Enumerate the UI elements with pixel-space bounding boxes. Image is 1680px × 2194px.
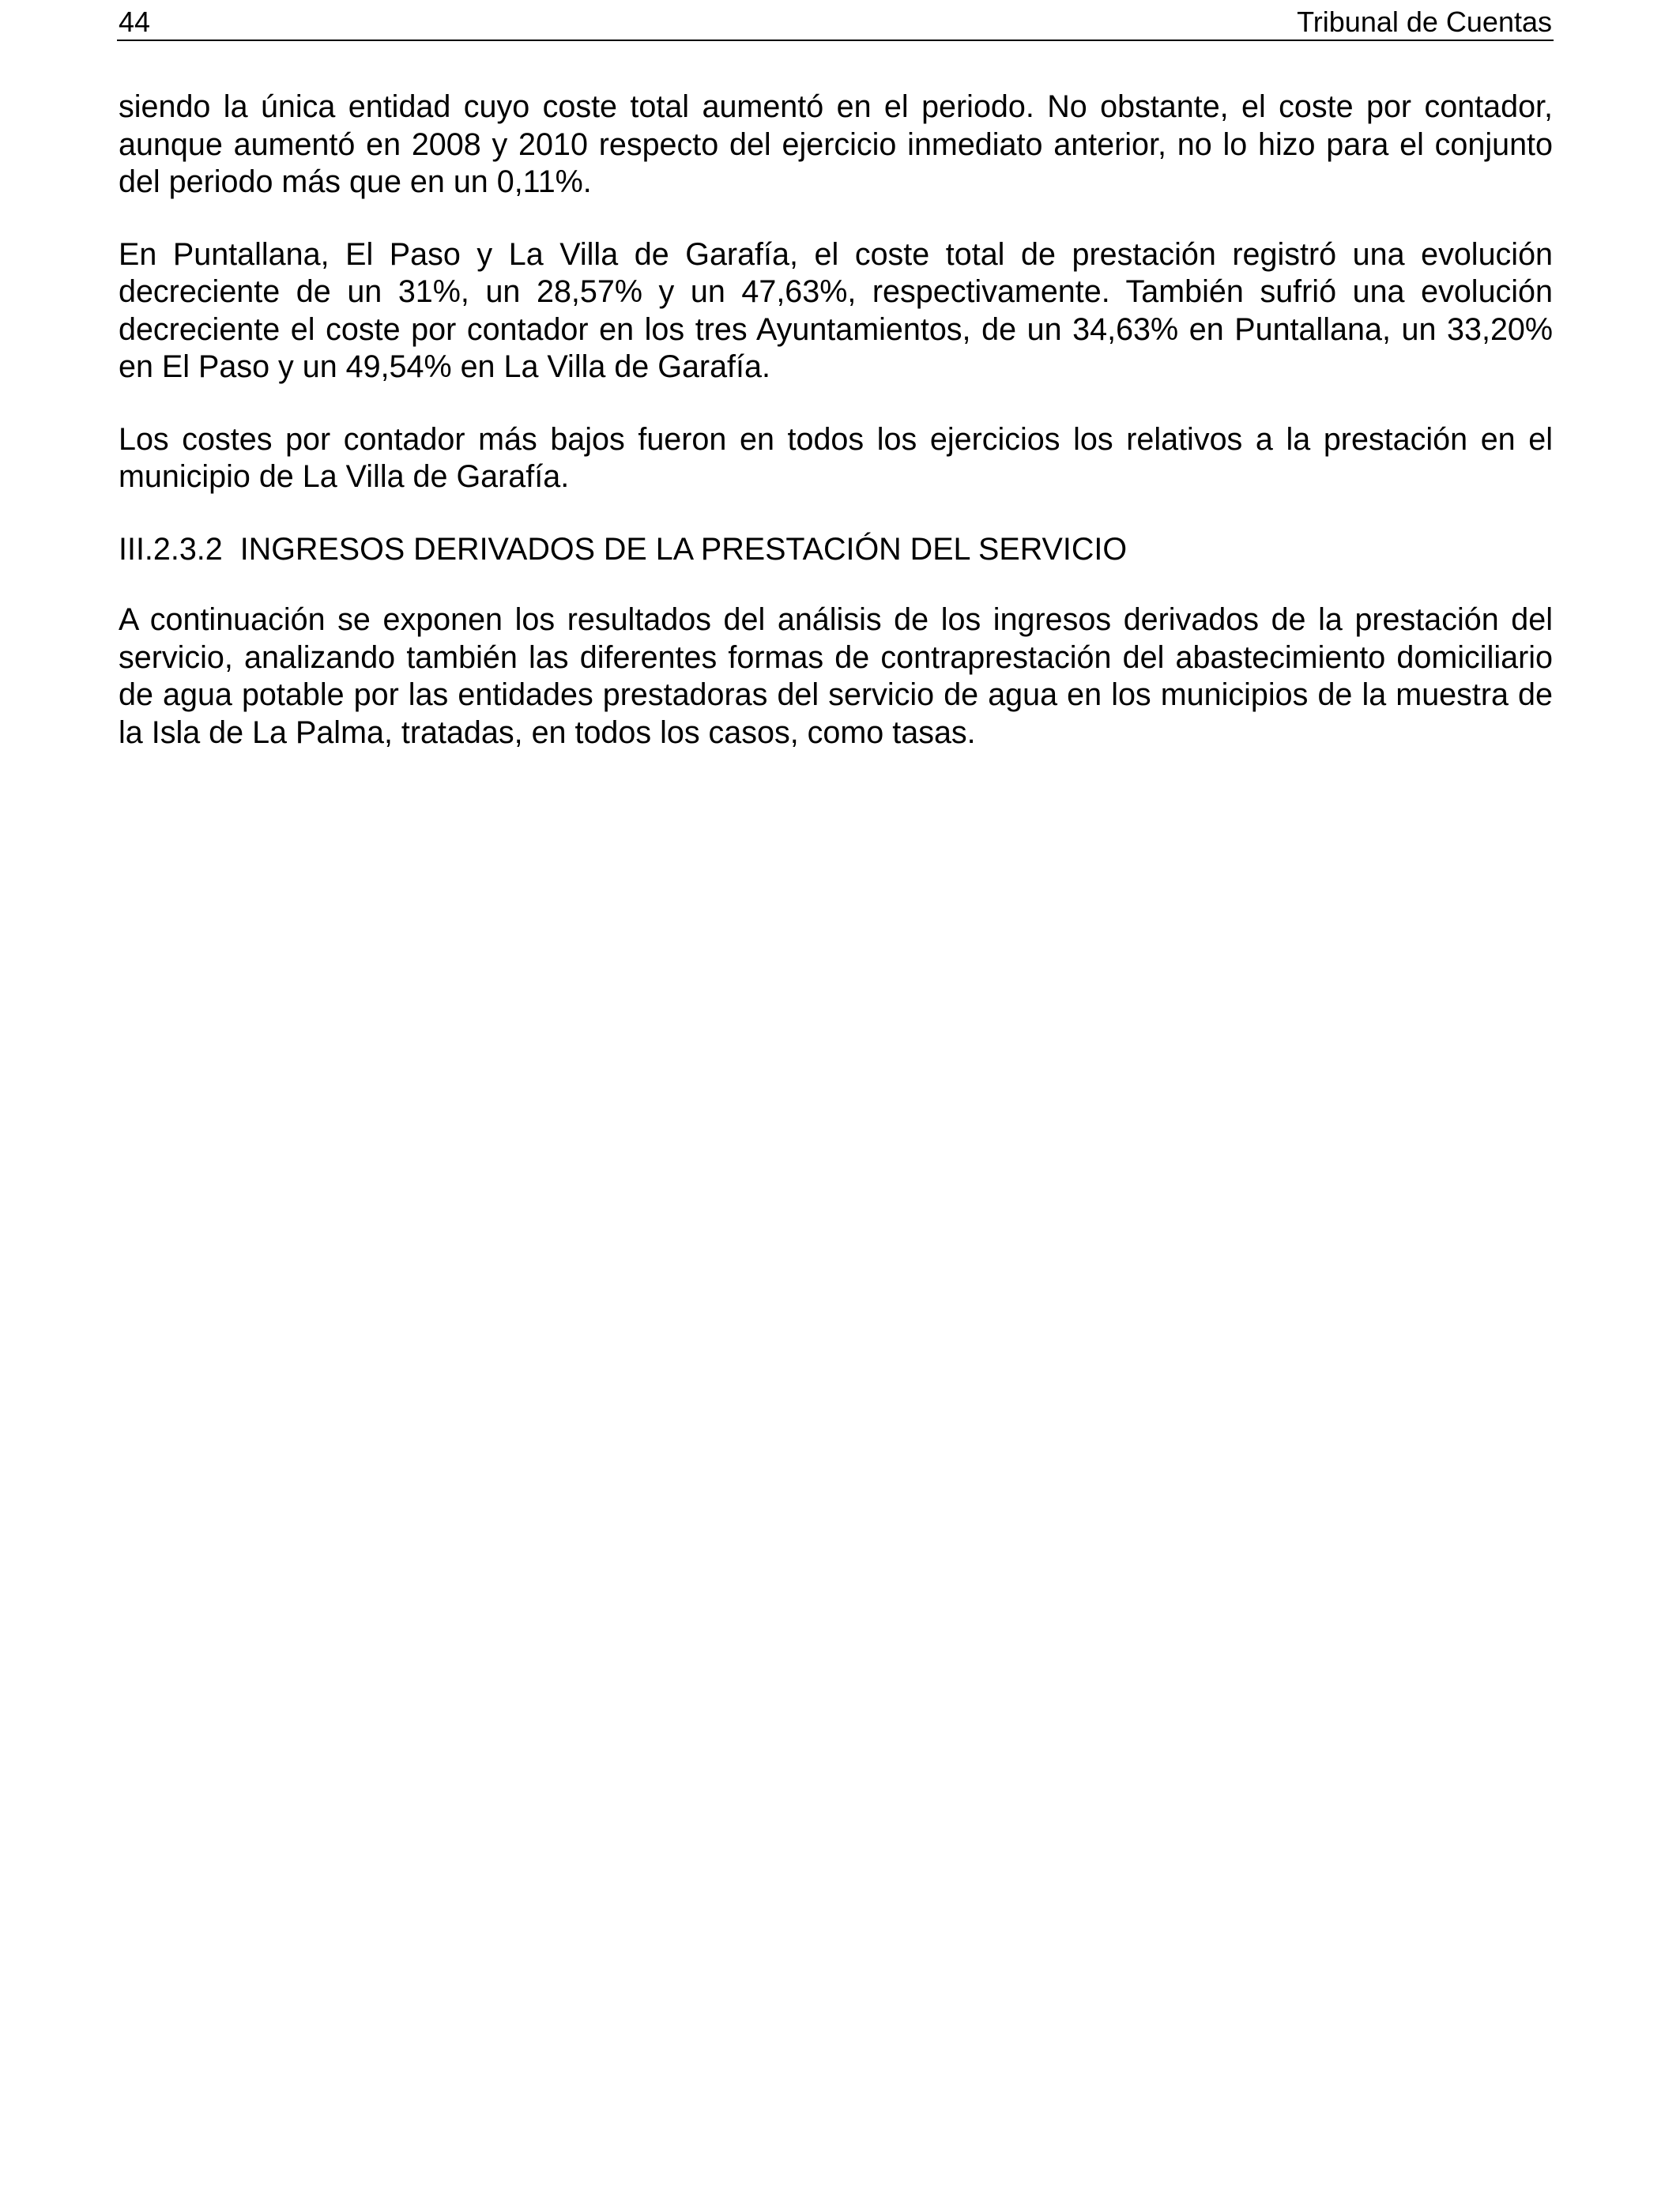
paragraph: siendo la única entidad cuyo coste total aumentó en el periodo. No obstante, el coste por contador, aunque aumentó en 2008 y 2010 respecto del ejercicio inmediato anterior, no lo hizo para el conjunto del periodo más que en un 0,11%. [119,89,1553,199]
paragraph: Los costes por contador más bajos fueron en todos los ejercicios los relativos a la prestación en el municipio de La Villa de Garafía. [119,421,1553,494]
page-body [119,89,1553,786]
paragraph: En Puntallana, El Paso y La Villa de Garafía, el coste total de prestación registró una evolución decreciente de un 31%, un 28,57% y un 47,63%, respectivamente. También sufrió una evolución decreciente el coste por contador en los tres Ayuntamientos, de un 34,63% en Puntallana, un 33,20% en El Paso y un 49,54% en La Villa de Garafía. [119,236,1553,384]
running-title: Tribunal de Cuentas [1297,6,1552,38]
page-number: 44 [119,6,151,38]
paragraph: A continuación se exponen los resultados del análisis de los ingresos derivados de la prestación del servicio, analizando también las diferentes formas de contraprestación del abastecimiento domiciliario de agua potable por las entidades prestadoras del servicio de agua en los municipios de la muestra de la Isla de La Palma, tratadas, en todos los casos, como tasas. [119,602,1553,750]
page-header [117,3,1554,41]
section-heading: III.2.3.2 INGRESOS DERIVADOS DE LA PRESTACIÓN DEL SERVICIO [119,531,1128,567]
